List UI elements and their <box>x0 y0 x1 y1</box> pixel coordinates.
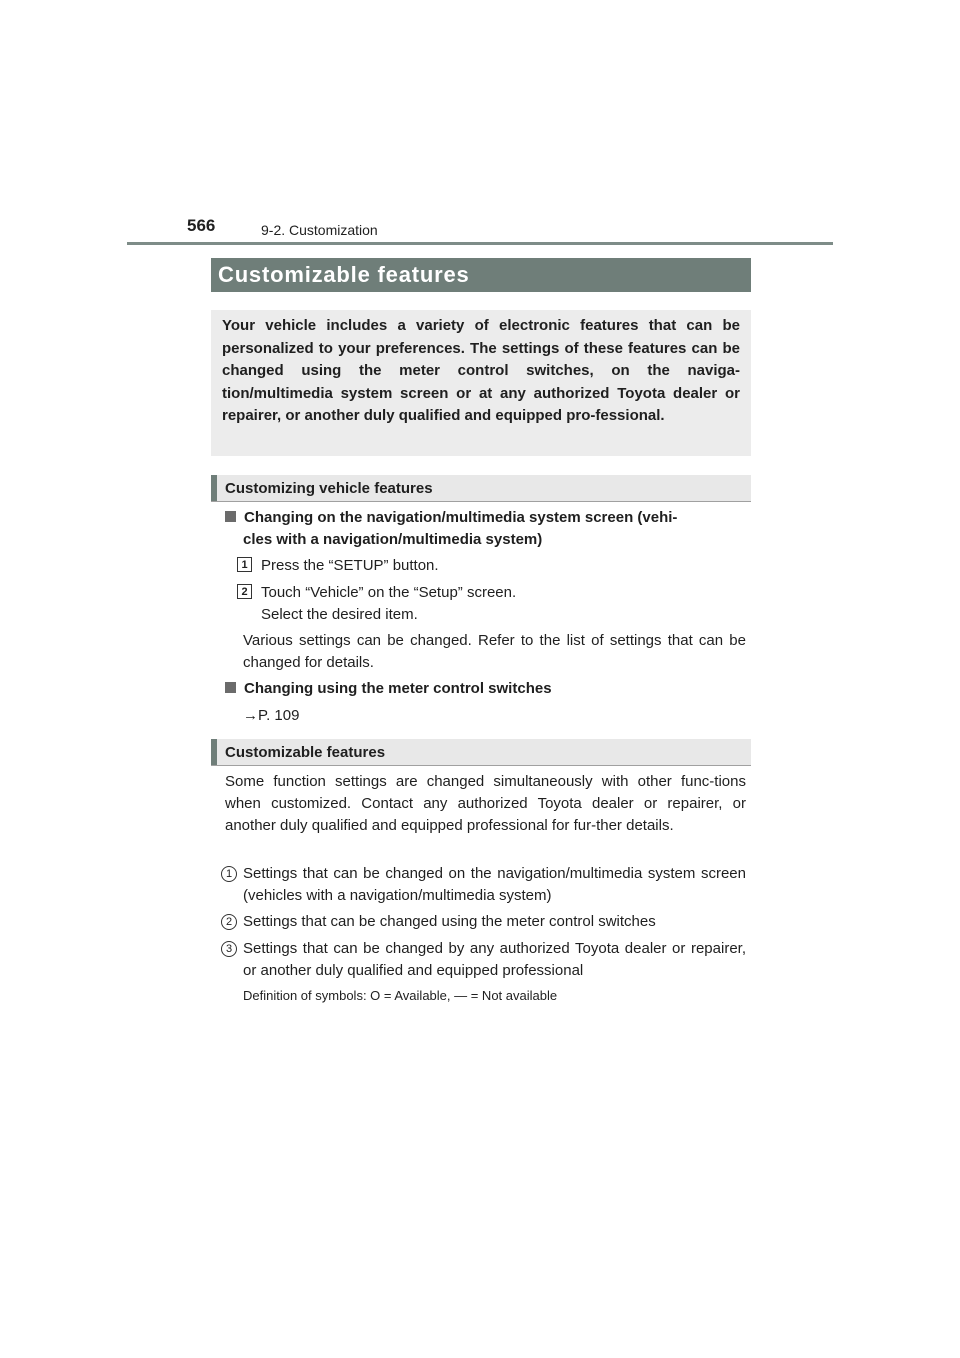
intro-text: Your vehicle includes a variety of electronic features that can be personalized to your preferences. The settings of these features can be changed using the meter control switches, on the naviga-tion/multimedia system screen or at any authorized Toyota dealer or repairer, or another duly qualified and equipped pro-fessional. <box>222 317 740 425</box>
subheading-customizing-vehicle-features <box>211 475 751 502</box>
bullet-heading-meter <box>225 680 552 697</box>
list-item: Settings that can be changed using the meter control switches <box>243 913 656 930</box>
circled-number: 3 <box>221 941 237 957</box>
step-text-continued: Select the desired item. <box>261 606 418 623</box>
title-bar <box>211 258 751 292</box>
bullet-title-line2: cles with a navigation/multimedia system) <box>243 531 543 548</box>
section-label: 9-2. Customization <box>261 222 378 238</box>
symbol-definition: Definition of symbols: O = Available, — = Not available <box>243 988 558 1003</box>
header-divider <box>127 242 833 245</box>
step-text: Touch “Vehicle” on the “Setup” screen. <box>261 584 517 601</box>
bullet-title: Changing using the meter control switches <box>244 680 552 697</box>
subheading-label: Customizable features <box>225 744 386 761</box>
page-reference: →P. 109 <box>243 707 300 724</box>
square-bullet-icon <box>225 682 236 693</box>
page-title: Customizable features <box>218 262 470 287</box>
square-bullet-icon <box>225 511 236 522</box>
step-number-box: 1 <box>237 557 252 572</box>
circled-number: 1 <box>221 866 237 882</box>
list-item: Settings that can be changed by any authorized Toyota dealer or repairer, or another duly qualified and equipped professional <box>243 940 746 979</box>
step-text: Press the “SETUP” button. <box>261 557 439 574</box>
intro-box <box>211 310 751 456</box>
bullet-heading-navigation <box>225 509 677 526</box>
settings-note: Various settings can be changed. Refer to the list of settings that can be changed for details. <box>243 632 746 671</box>
subheading-customizable-features <box>211 739 751 766</box>
bullet-title-line1: Changing on the navigation/multimedia system screen (vehi- <box>244 509 678 526</box>
subheading-label: Customizing vehicle features <box>225 480 433 497</box>
step-number-box: 2 <box>237 584 252 599</box>
list-item: Settings that can be changed on the navigation/multimedia system screen (vehicles with a navigation/multimedia system) <box>243 865 746 904</box>
circled-number: 2 <box>221 914 237 930</box>
page-number: 566 <box>187 216 216 235</box>
section-paragraph: Some function settings are changed simultaneously with other func-tions when customized. Contact any authorized Toyota dealer or repairer, or another duly qualified and equipped professional for fur-ther details. <box>225 773 746 834</box>
